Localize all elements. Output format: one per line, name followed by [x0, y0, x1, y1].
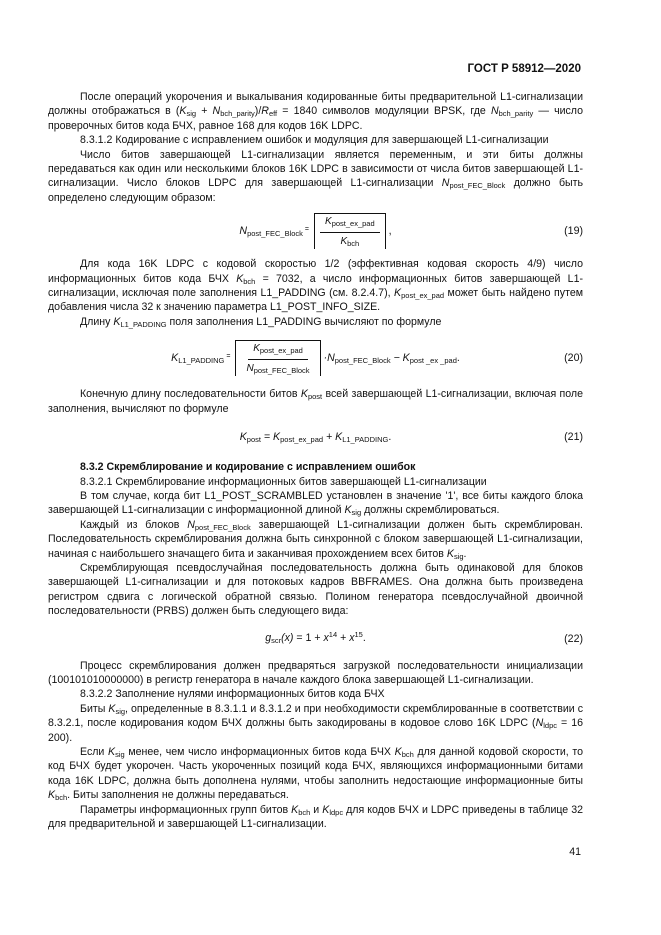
paragraph-ldpc-blocks: Число битов завершающей L1-сигнализации является переменным, и эти биты должны передаваться как один или несколькими блоков 16K LDPC в зависимости от числа битов завершающей L1-сигнализации. Число блоков LDPC для завершающей L1-сигнализации $N_{post\_FEC\_Block}$ должно быть определено следующим образом: [48, 148, 583, 204]
equation-22: $g_{scr}(x) = 1 + x^{14} + x^{15}$. (22) [265, 630, 583, 646]
ceiling-brackets: $\frac{K_{post\_ex\_pad}}{N_{post\_FEC\_Block}}$ [235, 340, 320, 376]
equation-number-22: (22) [564, 632, 583, 645]
section-8312-title: 8.3.1.2 Кодирование с исправлением ошибок и модуляция для завершающей L1-сигнализации [80, 134, 549, 147]
section-8322-title: 8.3.2.2 Заполнение нулями информационных битов кода БЧХ [80, 688, 385, 701]
document-body [48, 88, 583, 831]
paragraph-init-sequence: Процесс скремблирования должен предваряться загрузкой последовательности инициализации (100101010000000) в регистр генератора в начале каждого блока завершающей L1-сигнализации. [48, 659, 583, 686]
equation-number-19: (19) [564, 225, 583, 238]
paragraph-bch-encoding: Биты $K_{sig}$, определенные в 8.3.1.1 и 8.3.1.2 и при необходимости скремблированные в соответствии с 8.3.2.1, после кодирования кодом БЧХ должны быть закодированы в кодовое слово 16K LDPC ($N_{ldpc} = 16$ 200). [48, 702, 584, 744]
section-832-title: 8.3.2 Скремблирование и кодирование с исправлением ошибок [80, 461, 416, 474]
paragraph-16k-ldpc-info-bits: Для кода 16K LDPC с кодовой скоростью 1/2 (эффективная кодовая скорость 4/9) число информационных битов кода БЧХ $K_{bch} = 7032$, а число информационных битов завершающей L1-сигнализации, исключая поле заполнения L1_PADDING (см. 8.2.4.7), $K_{post\_ex\_pad}$ может быть найдено путем добавления числа 32 к значению параметра L1_POST_INFO_SIZE. [48, 258, 583, 314]
paragraph-padding-length: Длину $K_{L1\_PADDING}$ поля заполнения L1_PADDING вычисляют по формуле [80, 315, 442, 329]
equation-20: $K_{L1\_PADDING}$ = $\frac{K_{post\_ex\_pad}}{N_{post\_FEC\_Block}}$ $\cdot N_{post\_FEC\_Block} - K_{post \_ex \_pad}$. (20) [48, 329, 583, 387]
standard-code-header: ГОСТ Р 58912—2020 [467, 63, 581, 75]
paragraph-shortening: Если $K_{sig}$ менее, чем число информационных битов кода БЧХ $K_{bch}$ для данной кодовой скорости, то код БЧХ будет укорочен. Часть укороченных позиций кода БЧХ, являющихся информационными битами кода 16K LDPC, должна быть дополнена нулями, чтобы заполнить недостающие информационные биты $K_{bch}$. Биты заполнения не должны передаваться. [48, 746, 583, 803]
paragraph-final-length: Конечную длину последовательности битов $K_{post}$ всей завершающей L1-сигнализации, включая поле заполнения, вычисляют по формуле [48, 388, 583, 415]
paragraph-prbs: Скремблирующая псевдослучайная последовательность должна быть одинаковой для блоков завершающей L1-сигнализации и для потоковых кадров BBFRAMES. Она должна быть произведена регистром сдвига с логической обратной связью. Полином генератора псевдослучайной двоичной последовательности (PRBS) должен быть следующего вида: [48, 561, 583, 618]
equation-21: $K_{post} = K_{post\_ex\_pad} + K_{L1\_PADDING}$. (21) [239, 430, 583, 444]
ceiling-brackets: $\frac{K_{post\_ex\_pad}}{K_{bch}}$ [314, 213, 386, 249]
paragraph-bpsk-mapping: После операций укорочения и выкалывания кодированные биты предварительной L1-сигнализации должны отображаться в $(K_{sig} + N_{bch\_parity})/R_{eff} = 1840$ символов модуляции BPSK, где $N_{bch\_parity}$ — число проверочных битов кода БЧХ, равное 168 для кодов 16K LDPC. [48, 91, 583, 132]
paragraph-table-ref: Параметры информационных групп битов $K_{bch}$ и $K_{ldpc}$ для кодов БЧХ и LDPC приведены в таблице 32 для предварительной и завершающей L1-сигнализации. [48, 803, 583, 831]
equation-19: $N_{post\_FEC\_Block}$ = $\frac{K_{post\_ex\_pad}}{K_{bch}}$ , (19) [48, 205, 583, 257]
equation-number-20: (20) [564, 352, 583, 365]
paragraph-block-scrambling: Каждый из блоков $N_{post\_FEC\_Block}$ завершающей L1-сигнализации должен быть скремблирован. Последовательность скремблирования должна быть синхронной с блоком завершающей L1-сигнализации, начиная с наибольшего значащего бита и заканчивая прохождением всех битов $K_{sig}$. [48, 518, 583, 561]
page-number: 41 [569, 846, 581, 858]
paragraph-scrambled-flag: В том случае, когда бит L1_POST_SCRAMBLED установлен в значение '1', все биты каждого блока завершающей L1-сигнализации с информационной длиной $K_{sig}$ должны скремблироваться. [48, 489, 583, 518]
equation-number-21: (21) [564, 430, 583, 443]
section-8321-title: 8.3.2.1 Скремблирование информационных битов завершающей L1-сигнализации [80, 475, 487, 488]
